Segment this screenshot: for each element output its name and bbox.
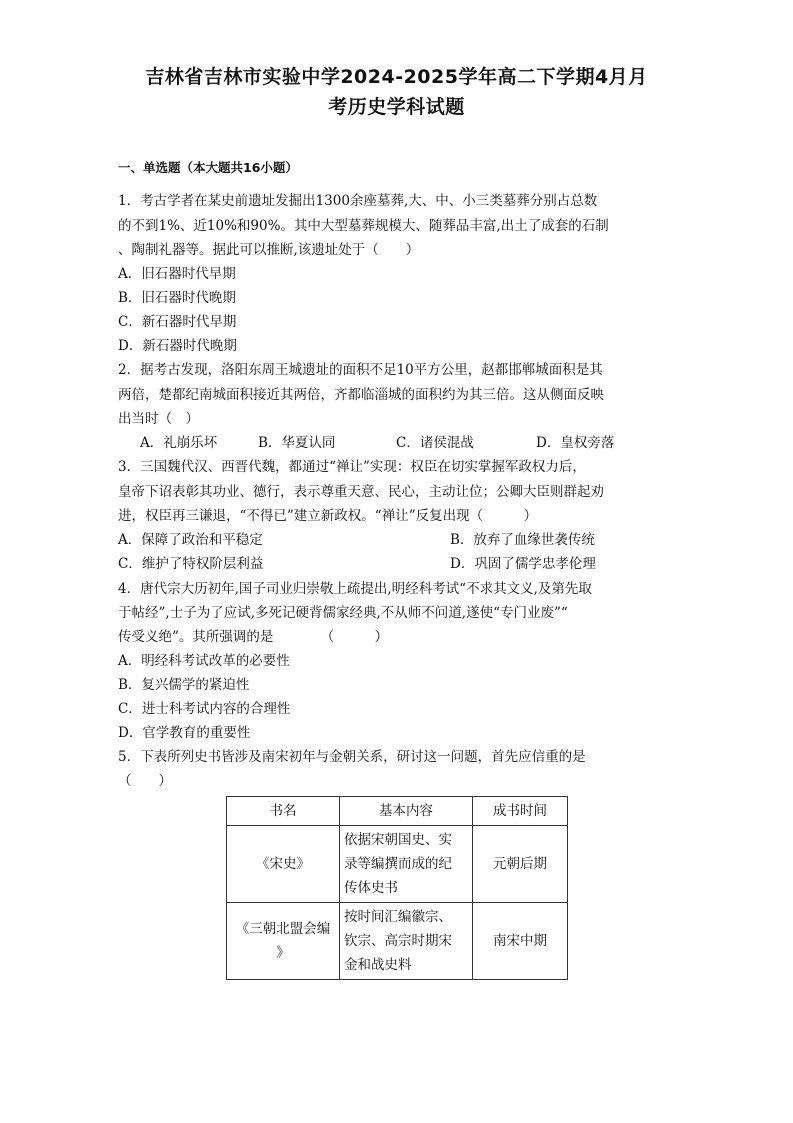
- book-name-line: 《三朝北盟会编: [235, 921, 331, 937]
- content-cell: [340, 826, 473, 903]
- table-row: [227, 903, 568, 980]
- option-b: B．旧石器时代晚期: [118, 290, 236, 306]
- option-a: A．明经科考试改革的必要性: [118, 653, 290, 669]
- question-text-line: 传受义绝”。其所强调的是 （ ）: [118, 629, 389, 645]
- question-text-line: 进，权臣再三谦退，“不得已”建立新政权。“禅让”反复出现（ ）: [118, 508, 538, 524]
- book-name-cell: [227, 903, 340, 980]
- option-d: D．皇权旁落: [536, 435, 615, 451]
- table-row: [227, 826, 568, 903]
- option-a: A．保障了政治和平稳定: [118, 532, 263, 548]
- content-cell: [340, 903, 473, 980]
- question-text-line: 5．下表所列史书皆涉及南宋初年与金朝关系，研讨这一问题，首先应信重的是: [118, 749, 586, 765]
- question-text-line: 2．据考古发现，洛阳东周王城遗址的面积不足10平方公里，赵都邯郸城面积是其: [118, 362, 603, 378]
- question-text-line: 4．唐代宗大历初年,国子司业归崇敬上疏提出,明经科考试“不求其文义,及第先取: [118, 581, 592, 597]
- content-line: 录等编撰而成的纪: [344, 856, 452, 872]
- question-text-line: 两倍，楚都纪南城面积接近其两倍，齐都临淄城的面积约为其三倍。这从侧面反映: [118, 387, 604, 403]
- option-d: D．巩固了儒学忠孝伦理: [450, 556, 596, 572]
- option-c: C．维护了特权阶层利益: [118, 556, 264, 572]
- option-b: B．复兴儒学的紧迫性: [118, 677, 250, 693]
- content-line: 钦宗、高宗时期宋: [344, 933, 452, 949]
- option-d: D．官学教育的重要性: [118, 725, 251, 741]
- content-line: 按时间汇编徽宗、: [344, 909, 452, 925]
- book-name: 《宋史》: [256, 856, 310, 872]
- option-b: B．放弃了血缘世袭传统: [450, 532, 595, 548]
- question-text-line: 于帖经”,士子为了应试,多死记硬背儒家经典,不从师不问道,遂使“专门业废”“: [118, 605, 568, 621]
- section-heading: 一、单选题（本大题共16小题）: [118, 160, 298, 175]
- question-text-line: 皇帝下诏表彰其功业、德行，表示尊重天意、民心，主动让位；公卿大臣则群起劝: [118, 484, 604, 500]
- column-header: 成书时间: [473, 797, 568, 826]
- question-text-line: 3．三国魏代汉、西晋代魏，都通过“禅让”实现：权臣在切实掌握军政权力后，: [118, 459, 586, 475]
- source-table: [226, 796, 568, 980]
- column-header: 基本内容: [340, 797, 473, 826]
- table-header-row: [227, 797, 568, 826]
- option-a: A．礼崩乐坏: [140, 435, 218, 451]
- time-cell: 元朝后期: [473, 826, 568, 903]
- question-text-line: 的不到1%、近10%和90%。其中大型墓葬规模大、随葬品丰富,出土了成套的石制: [118, 218, 609, 234]
- question-text-line: 出当时（ ）: [118, 411, 199, 427]
- question-text-line: （ ）: [118, 773, 172, 789]
- content-line: 传体史书: [344, 880, 398, 896]
- exam-title-line-2: 考历史学科试题: [328, 96, 465, 118]
- exam-title-line-1: 吉林省吉林市实验中学2024-2025学年高二下学期4月月: [145, 66, 648, 88]
- book-name-cell: [227, 826, 340, 903]
- option-d: D．新石器时代晚期: [118, 338, 237, 354]
- column-header: 书名: [227, 797, 340, 826]
- option-b: B．华夏认同: [258, 435, 336, 451]
- option-c: C．进士科考试内容的合理性: [118, 701, 291, 717]
- time-cell: 南宋中期: [473, 903, 568, 980]
- content-line: 依据宋朝国史、实: [344, 832, 452, 848]
- option-a: A．旧石器时代早期: [118, 266, 236, 282]
- option-c: C．诸侯混战: [396, 435, 474, 451]
- option-c: C．新石器时代早期: [118, 314, 237, 330]
- question-text-line: 1．考古学者在某史前遗址发掘出1300余座墓葬,大、中、小三类墓葬分别占总数: [118, 193, 598, 209]
- book-name-line: 》: [276, 945, 290, 961]
- question-text-line: 、陶制礼器等。据此可以推断,该遗址处于（ ）: [118, 242, 420, 258]
- content-line: 金和战史料: [344, 957, 412, 973]
